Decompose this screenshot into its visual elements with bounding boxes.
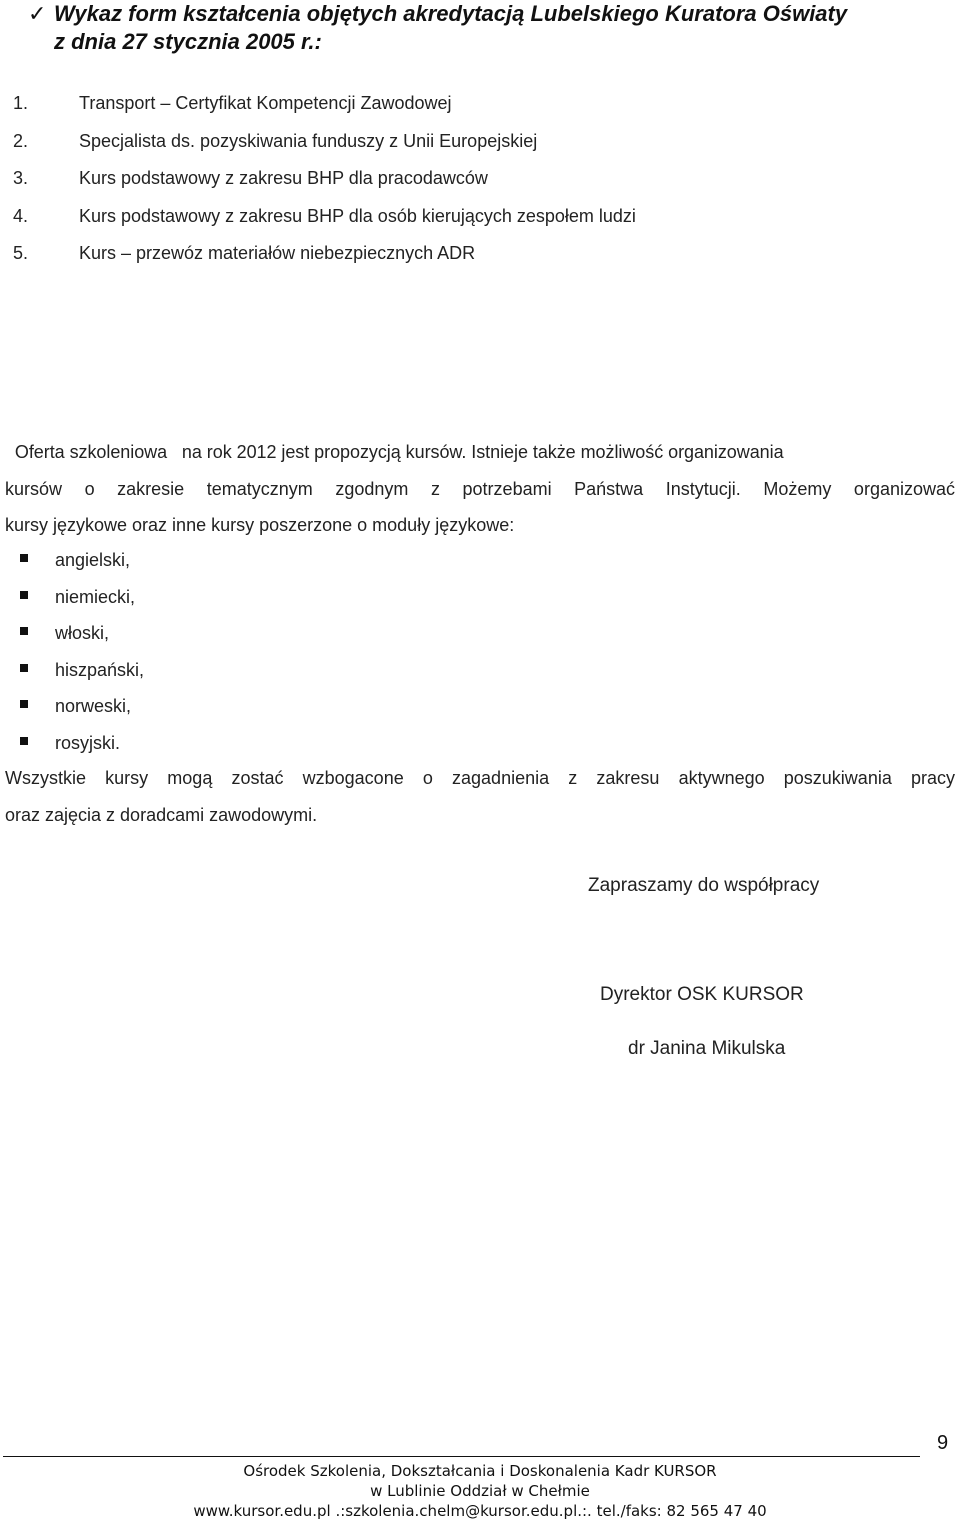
square-bullet-icon bbox=[20, 591, 28, 599]
list-item: hiszpański, bbox=[20, 652, 144, 689]
page-footer bbox=[0, 1461, 960, 1521]
footer-line-3: www.kursor.edu.pl .:szkolenia.chelm@kursor.edu.pl.:. tel./faks: 82 565 47 40 bbox=[193, 1502, 767, 1520]
list-item: 4. Kurs podstawowy z zakresu BHP dla osób kierujących zespołem ludzi bbox=[13, 205, 636, 226]
document-heading bbox=[30, 0, 955, 56]
offer-line-3: kursy językowe oraz inne kursy poszerzone o moduły językowe: bbox=[5, 515, 515, 535]
list-item: włoski, bbox=[20, 615, 144, 652]
list-item: 5. Kurs – przewóz materiałów niebezpiecznych ADR bbox=[13, 243, 476, 263]
signature-name: dr Janina Mikulska bbox=[628, 1038, 786, 1059]
list-item: norweski, bbox=[20, 688, 144, 725]
list-item: niemiecki, bbox=[20, 579, 144, 616]
offer-paragraph bbox=[5, 434, 955, 544]
offer-line-2: kursów o zakresie tematycznym zgodnym z potrzebami Państwa Instytucji. Możemy organizować bbox=[5, 478, 955, 499]
square-bullet-icon bbox=[20, 664, 28, 672]
closing-paragraph bbox=[5, 760, 955, 833]
invitation-text: Zapraszamy do współpracy bbox=[588, 875, 820, 896]
heading-line-2: z dnia 27 stycznia 2005 r.: bbox=[54, 29, 322, 54]
footer-divider bbox=[3, 1456, 920, 1457]
list-item: angielski, bbox=[20, 542, 144, 579]
footer-line-2: w Lublinie Oddział w Chełmie bbox=[370, 1482, 590, 1500]
closing-line-1: Wszystkie kursy mogą zostać wzbogacone o zagadnienia z zakresu aktywnego poszukiwania pracy bbox=[5, 768, 955, 788]
closing-line-2: oraz zajęcia z doradcami zawodowymi. bbox=[5, 804, 318, 825]
offer-line-1: Oferta szkoleniowa na rok 2012 jest propozycją kursów. Istnieje także możliwość organizowania bbox=[5, 442, 784, 462]
list-item: 1. Transport – Certyfikat Kompetencji Zawodowej bbox=[13, 93, 452, 113]
list-item: rosyjski. bbox=[20, 725, 144, 762]
list-item: 3. Kurs podstawowy z zakresu BHP dla pracodawców bbox=[13, 168, 488, 188]
list-item: 2. Specjalista ds. pozyskiwania funduszy z Unii Europejskiej bbox=[13, 130, 538, 151]
signature-title: Dyrektor OSK KURSOR bbox=[600, 984, 804, 1005]
languages-list bbox=[20, 542, 144, 761]
footer-line-1: Ośrodek Szkolenia, Dokształcania i Doskonalenia Kadr KURSOR bbox=[243, 1462, 717, 1480]
square-bullet-icon bbox=[20, 627, 28, 635]
square-bullet-icon bbox=[20, 737, 28, 745]
checkmark-icon: ✓ bbox=[28, 1, 47, 26]
square-bullet-icon bbox=[20, 554, 28, 562]
page-number: 9 bbox=[937, 1432, 949, 1454]
heading-line-1: Wykaz form kształcenia objętych akredytacją Lubelskiego Kuratora Oświaty bbox=[54, 1, 848, 26]
square-bullet-icon bbox=[20, 700, 28, 708]
accredited-courses-list bbox=[13, 85, 636, 273]
